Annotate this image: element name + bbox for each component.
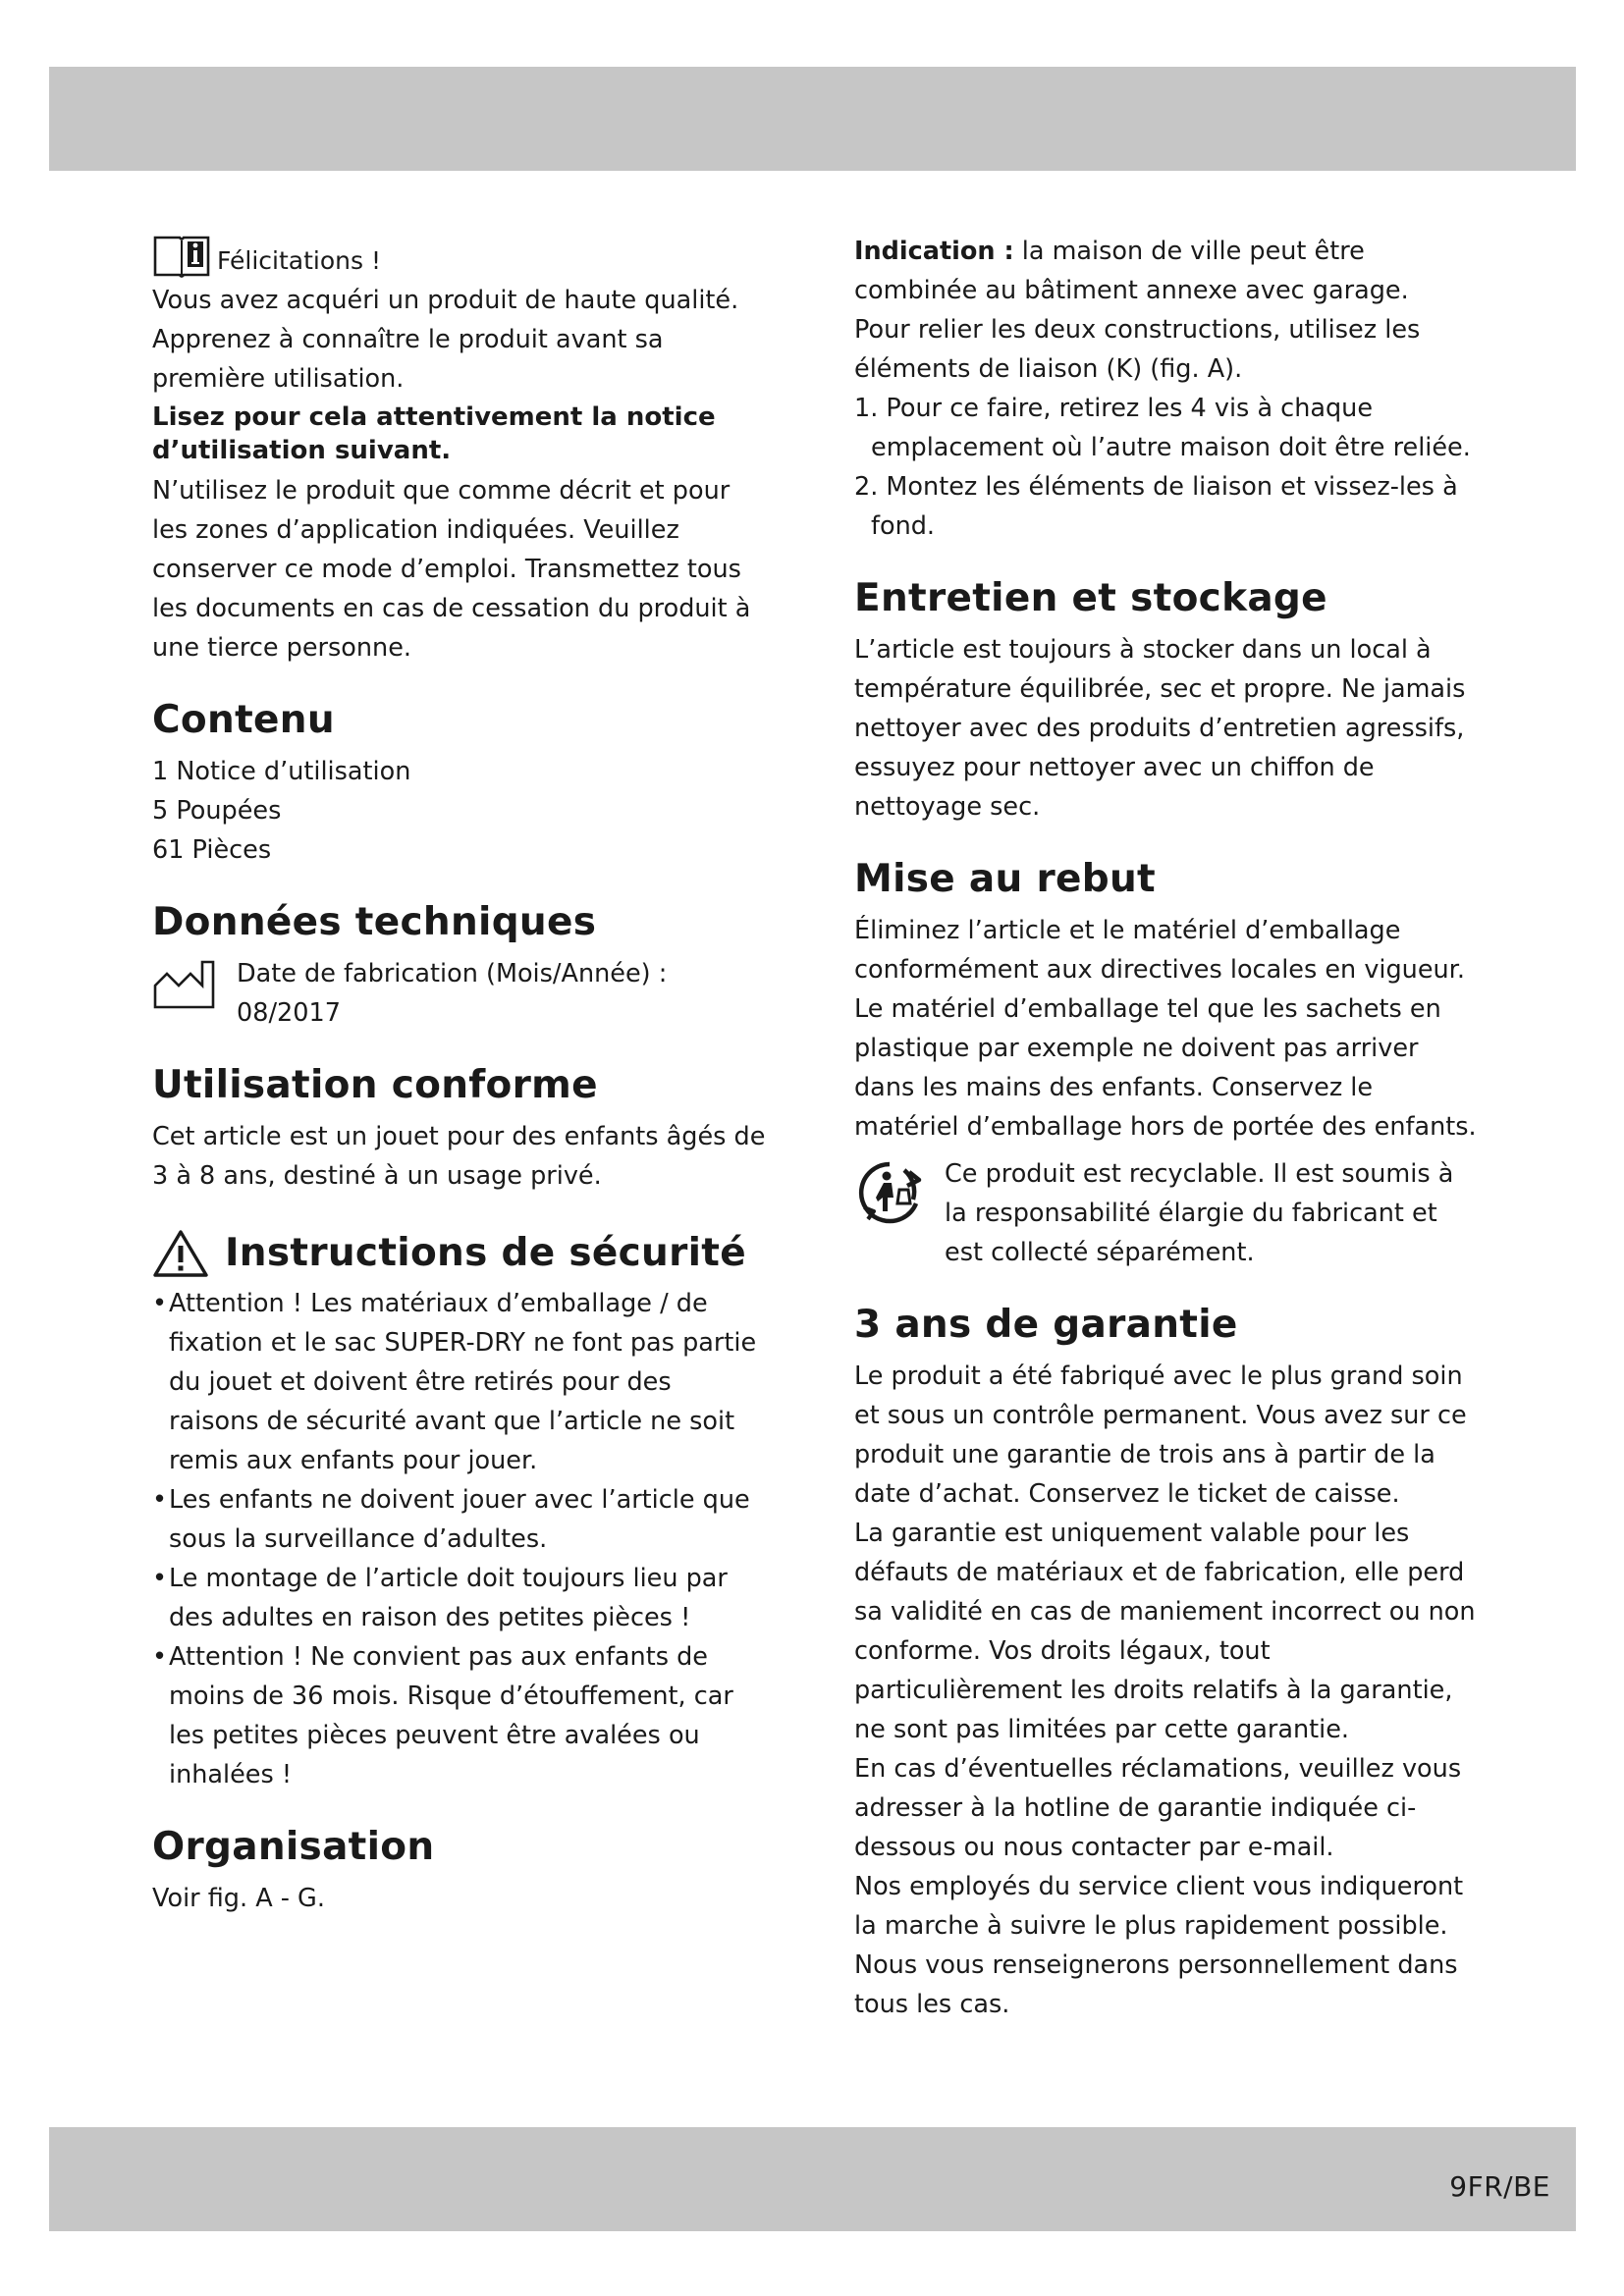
indication-text: la maison de ville peut être combinée au bâtiment annexe avec garage. — [854, 237, 1409, 305]
indication-paragraph — [854, 232, 1483, 310]
manufacture-date-value: 08/2017 — [237, 998, 341, 1028]
contents-list — [152, 752, 766, 870]
triman-recycling-icon — [854, 1158, 925, 1227]
rebut-text: Éliminez l’article et le matériel d’emballage conformément aux directives locales en vigueur. Le matériel d’emballage tel que les sachets en plastique par exemple ne doivent pas arriver dans les mains des enfants. Conservez le matériel d’emballage hors de portée des enfants. — [854, 916, 1477, 1142]
section-title-donnees: Données techniques — [152, 900, 597, 944]
list-item: 1. Pour ce faire, retirez les 4 vis à chaque emplacement où l’autre maison doit être reliée. — [854, 394, 1471, 462]
organisation-text: Voir fig. A - G. — [152, 1884, 325, 1913]
list-item: • Le montage de l’article doit toujours lieu par des adultes en raison des petites pièces ! — [152, 1559, 766, 1637]
section-title-garantie: 3 ans de garantie — [854, 1303, 1238, 1347]
intro-bold-notice: Lisez pour cela attentivement la notice d’utilisation suivant. — [152, 402, 716, 465]
list-item: • Les enfants ne doivent jouer avec l’article que sous la surveillance d’adultes. — [152, 1480, 766, 1559]
section-title-entretien: Entretien et stockage — [854, 576, 1327, 620]
manufacture-date-row — [152, 954, 766, 1033]
list-item: 5 Poupées — [152, 796, 282, 826]
intro-paragraph-2: N’utilisez le produit que comme décrit et pour les zones d’application indiquées. Veuillez conserver ce mode d’emploi. Transmettez tous les documents en cas de cessation du produit à une tierce personne. — [152, 476, 751, 663]
section-title-securite: Instructions de sécurité — [225, 1231, 746, 1275]
safety-heading — [152, 1229, 766, 1278]
right-column — [854, 232, 1483, 2024]
section-title-rebut: Mise au rebut — [854, 857, 1156, 901]
section-title-contenu: Contenu — [152, 698, 335, 742]
entretien-text: L’article est toujours à stocker dans un local à température équilibrée, sec et propre. Ne jamais nettoyer avec des produits d’entretien agressifs, essuyez pour nettoyer avec un chiffon de nettoyage sec. — [854, 635, 1466, 822]
list-item: • Attention ! Les matériaux d’emballage / de fixation et le sac SUPER-DRY ne font pas partie du jouet et doivent être retirés pour des raisons de sécurité avant que l’article ne soit remis aux enfants pour jouer. — [152, 1284, 766, 1480]
recycle-text: Ce produit est recyclable. Il est soumis à la responsabilité élargie du fabricant et est collecté séparément. — [945, 1159, 1454, 1267]
section-title-utilisation: Utilisation conforme — [152, 1063, 598, 1107]
footer-band — [49, 2127, 1576, 2231]
list-item: 2. Montez les éléments de liaison et vissez-les à fond. — [854, 472, 1458, 541]
indication-paragraph-2: Pour relier les deux constructions, utilisez les éléments de liaison (K) (fig. A). — [854, 315, 1421, 384]
congrats-text: Félicitations ! — [217, 246, 381, 275]
factory-icon — [152, 956, 229, 1011]
warning-triangle-icon — [152, 1229, 209, 1278]
recycle-notice — [854, 1154, 1483, 1272]
indication-label: Indication : — [854, 237, 1014, 266]
list-item: 1 Notice d’utilisation — [152, 757, 411, 786]
garantie-paragraph: En cas d’éventuelles réclamations, veuillez vous adresser à la hotline de garantie indiquée ci-dessous ou nous contacter par e-mail. — [854, 1754, 1462, 1862]
header-band — [49, 67, 1576, 171]
intro-paragraph: Vous avez acquéri un produit de haute qualité. Apprenez à connaître le produit avant sa première utilisation. — [152, 286, 739, 394]
list-item: • Attention ! Ne convient pas aux enfants de moins de 36 mois. Risque d’étouffement, car les petites pièces peuvent être avalées ou inhalées ! — [152, 1637, 766, 1794]
intro-heading — [152, 232, 766, 281]
read-manual-icon — [152, 232, 211, 281]
assembly-steps — [854, 389, 1483, 546]
utilisation-text: Cet article est un jouet pour des enfants âgés de 3 à 8 ans, destiné à un usage privé. — [152, 1122, 766, 1191]
manufacture-date-label: Date de fabrication (Mois/Année) : — [237, 959, 668, 988]
safety-list — [152, 1284, 766, 1794]
garantie-paragraph: Nos employés du service client vous indiqueront la marche à suivre le plus rapidement possible. Nous vous renseignerons personnellement dans tous les cas. — [854, 1872, 1464, 2019]
section-title-organisation: Organisation — [152, 1825, 435, 1869]
garantie-paragraph: Le produit a été fabriqué avec le plus grand soin et sous un contrôle permanent. Vous avez sur ce produit une garantie de trois ans à partir de la date d’achat. Conservez le ticket de caisse. — [854, 1362, 1467, 1509]
page-number: 9FR/BE — [1449, 2170, 1550, 2203]
left-column — [152, 232, 766, 1918]
garantie-paragraph: La garantie est uniquement valable pour les défauts de matériaux et de fabrication, elle perd sa validité en cas de maniement incorrect ou non conforme. Vos droits légaux, tout particulièrement les droits relatifs à la garantie, ne sont pas limitées par cette garantie. — [854, 1519, 1476, 1744]
list-item: 61 Pièces — [152, 835, 272, 865]
